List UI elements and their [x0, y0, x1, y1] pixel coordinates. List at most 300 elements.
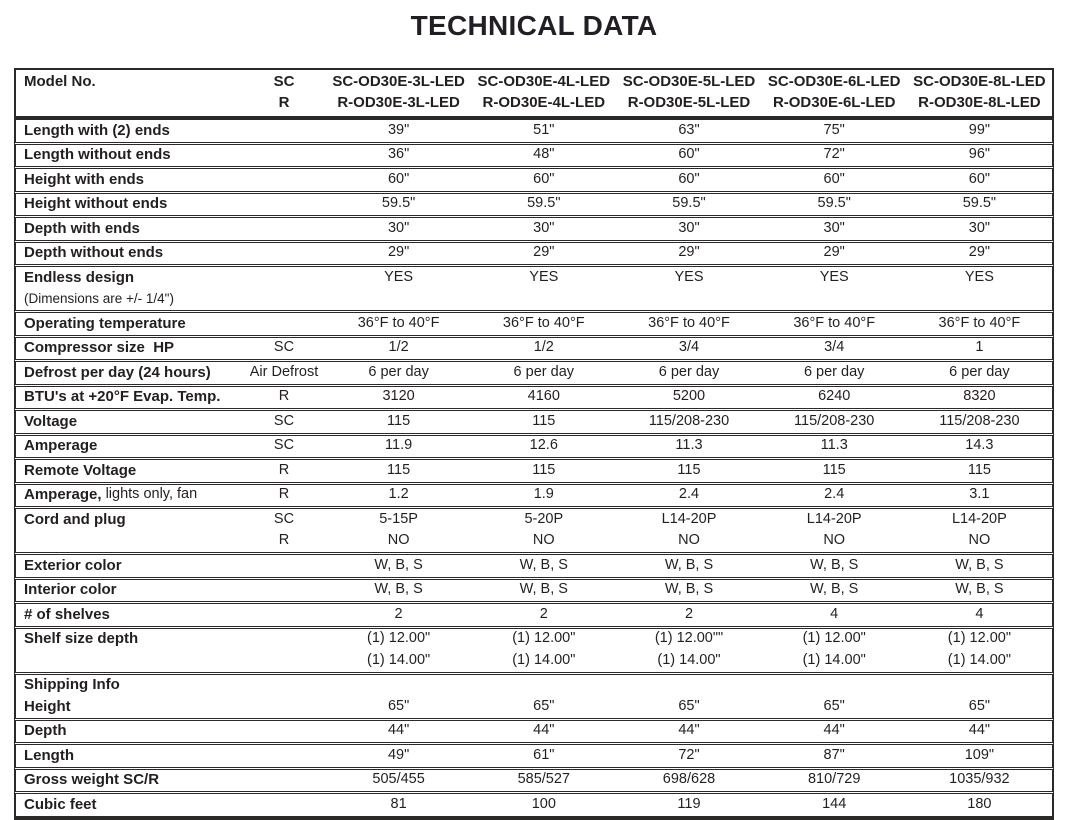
cell-text: SC-OD30E-4L-LED — [477, 73, 611, 91]
cell-text: R-OD30E-6L-LED — [772, 94, 896, 112]
row-value-cell — [471, 313, 616, 335]
row-value-cell — [326, 745, 471, 767]
cell-text: 59.5" — [381, 195, 416, 212]
cell-text: 3/4 — [824, 339, 845, 356]
cell-text: Exterior color — [24, 556, 122, 574]
cell-text: R-OD30E-8L-LED — [918, 94, 1041, 112]
row-value-cell — [471, 580, 616, 602]
cell-text: 75" — [823, 121, 845, 138]
row-value-cell — [907, 338, 1052, 360]
cell-text: 1.9 — [533, 486, 554, 503]
row-value-cell — [616, 721, 761, 743]
cell-text: SC — [273, 437, 295, 454]
cell-text: 36°F to 40°F — [648, 314, 730, 331]
table-row — [15, 720, 1053, 744]
row-value-cell — [471, 194, 616, 216]
cell-text: 36°F to 40°F — [357, 314, 440, 331]
row-value-cell — [616, 194, 761, 216]
cell-text: 115/208-230 — [648, 412, 730, 429]
row-value-cell — [471, 770, 616, 792]
cell-text: 60" — [678, 146, 700, 163]
row-scr-cell — [242, 218, 326, 240]
cell-text: W, B, S — [374, 581, 423, 598]
cell-text: 11.9 — [385, 437, 413, 454]
cell-text: 585/527 — [517, 771, 570, 788]
cell-text: W, B, S — [519, 581, 568, 598]
row-value-cell — [762, 194, 907, 216]
row-label — [16, 485, 242, 507]
table-row — [15, 361, 1053, 385]
row-value-cell — [471, 411, 616, 433]
cell-text: (1) 14.00" — [657, 651, 721, 668]
cell-text: 59.5" — [817, 195, 851, 212]
row-value-cell — [616, 218, 761, 240]
cell-text: W, B, S — [374, 556, 423, 573]
cell-text: Model No. — [24, 73, 96, 91]
row-value-cell — [762, 460, 907, 482]
row-value-cell — [907, 313, 1052, 335]
row-value-cell — [762, 721, 907, 743]
cell-text: 115 — [387, 461, 411, 478]
cell-text: 59.5" — [962, 195, 997, 212]
header-model-col-5 — [907, 72, 1052, 114]
cell-text: (1) 12.00" — [947, 630, 1011, 647]
row-label — [16, 745, 242, 767]
cell-text: 44" — [678, 722, 700, 739]
cell-text: 2.4 — [824, 486, 845, 503]
table-row — [15, 554, 1053, 578]
row-label — [16, 555, 242, 577]
row-label — [16, 721, 242, 743]
cell-text: 44" — [968, 722, 991, 739]
row-value-cell — [326, 194, 471, 216]
page — [14, 0, 1054, 820]
row-value-cell — [471, 509, 616, 552]
row-value-cell — [907, 745, 1052, 767]
row-label — [16, 604, 242, 626]
cell-text: 4160 — [527, 388, 560, 405]
row-scr-cell — [242, 313, 326, 335]
cell-text: NO — [678, 532, 700, 549]
cell-text: 44" — [387, 722, 410, 739]
cell-text: YES — [384, 268, 414, 285]
cell-text: 2 — [394, 605, 403, 622]
cell-text: Voltage — [24, 412, 78, 430]
row-scr-cell — [242, 243, 326, 265]
cell-text: 87" — [823, 746, 845, 763]
cell-text: 6240 — [818, 388, 851, 405]
row-scr-cell — [242, 362, 326, 384]
row-value-cell — [326, 145, 471, 167]
row-value-cell — [762, 745, 907, 767]
row-value-cell — [907, 218, 1052, 240]
row-value-cell — [907, 436, 1052, 458]
cell-text: 61" — [533, 746, 555, 763]
row-value-cell — [326, 485, 471, 507]
row-value-cell — [907, 485, 1052, 507]
row-value-cell — [762, 169, 907, 191]
cell-text: 30" — [968, 219, 991, 236]
row-value-cell — [326, 629, 471, 672]
cell-text: 810/729 — [807, 771, 861, 788]
cell-text: W, B, S — [519, 556, 568, 573]
cell-text: W, B, S — [955, 556, 1004, 573]
row-value-cell — [616, 604, 761, 626]
row-value-cell — [616, 629, 761, 672]
row-value-cell — [907, 580, 1052, 602]
table-row — [15, 410, 1053, 434]
row-scr-cell — [242, 120, 326, 142]
row-value-cell — [471, 745, 616, 767]
cell-text: (1) 14.00" — [802, 651, 866, 668]
cell-text: 5-15P — [379, 510, 418, 527]
cell-text: SC-OD30E-6L-LED — [767, 73, 901, 91]
row-value-cell — [907, 120, 1052, 142]
cell-text: 505/455 — [372, 771, 425, 788]
cell-text: (1) 14.00" — [947, 651, 1011, 668]
table-row — [15, 168, 1053, 192]
cell-text: Length with (2) ends — [24, 121, 170, 139]
cell-text: 65" — [678, 697, 700, 714]
row-scr-cell — [242, 338, 326, 360]
row-label — [16, 120, 242, 142]
row-value-cell — [326, 243, 471, 265]
row-value-cell — [471, 243, 616, 265]
cell-text: NO — [823, 532, 846, 549]
cell-text: 29" — [678, 244, 700, 261]
row-value-cell — [616, 362, 761, 384]
cell-text: YES — [964, 268, 994, 285]
table-row — [15, 119, 1053, 143]
row-scr-cell — [242, 411, 326, 433]
row-label — [16, 580, 242, 602]
cell-text: 59.5" — [672, 195, 706, 212]
row-value-cell — [907, 555, 1052, 577]
cell-text: (1) 12.00" — [367, 630, 431, 647]
row-scr-cell — [242, 267, 326, 310]
row-value-cell — [762, 267, 907, 310]
cell-text: 65" — [387, 697, 410, 714]
row-value-cell — [326, 436, 471, 458]
row-value-cell — [762, 411, 907, 433]
row-value-cell — [471, 145, 616, 167]
cell-text: 8320 — [963, 388, 996, 405]
cell-text: 2.4 — [678, 486, 700, 503]
row-label — [16, 243, 242, 265]
cell-text: 81 — [390, 795, 407, 812]
row-value-cell — [907, 629, 1052, 672]
row-label — [16, 411, 242, 433]
row-value-cell — [907, 362, 1052, 384]
cell-text: 144 — [822, 795, 847, 812]
row-value-cell — [326, 411, 471, 433]
row-label — [16, 338, 242, 360]
cell-text: Cubic feet — [24, 795, 97, 813]
table-row — [15, 435, 1053, 459]
row-value-cell — [907, 145, 1052, 167]
row-label — [16, 267, 242, 310]
cell-text: Remote Voltage — [24, 461, 137, 479]
cell-text: 4 — [830, 605, 839, 622]
row-label — [16, 460, 242, 482]
cell-text: # of shelves — [24, 605, 110, 623]
header-model-col-2 — [471, 72, 616, 114]
cell-text: 115 — [532, 412, 556, 429]
cell-text: 3120 — [382, 388, 415, 405]
cell-text: (1) 14.00" — [367, 651, 431, 668]
row-label — [16, 194, 242, 216]
header-scr-cell — [242, 72, 326, 114]
row-value-cell — [471, 120, 616, 142]
cell-text: 36°F to 40°F — [793, 314, 876, 331]
cell-text: 12.6 — [529, 437, 558, 454]
table-row — [15, 603, 1053, 627]
row-scr-cell — [242, 169, 326, 191]
row-value-cell — [616, 338, 761, 360]
row-label — [16, 145, 242, 167]
cell-text: Cord and plug — [24, 510, 126, 528]
row-scr-cell — [242, 675, 326, 718]
row-value-cell — [907, 169, 1052, 191]
row-scr-cell — [242, 745, 326, 767]
row-scr-cell — [242, 509, 326, 552]
cell-text: Gross weight SC/R — [24, 771, 160, 788]
header-model-col-1 — [326, 72, 471, 114]
row-value-cell — [471, 794, 616, 816]
cell-text: 1/2 — [533, 339, 554, 356]
cell-text: 96" — [968, 146, 991, 163]
cell-text: 99" — [968, 121, 991, 138]
row-label — [16, 387, 242, 409]
cell-text: SC — [273, 510, 295, 527]
row-scr-cell — [242, 387, 326, 409]
row-label — [16, 629, 242, 672]
cell-text: Height with ends — [24, 170, 144, 188]
row-value-cell — [471, 338, 616, 360]
row-label — [16, 794, 242, 816]
row-value-cell — [326, 770, 471, 792]
row-value-cell — [616, 436, 761, 458]
table-row — [15, 242, 1053, 266]
cell-text: 65" — [968, 697, 991, 714]
cell-text: 60" — [533, 170, 555, 187]
table-row — [15, 579, 1053, 603]
cell-text: 14.3 — [965, 437, 994, 454]
row-scr-cell — [242, 485, 326, 507]
row-value-cell — [616, 145, 761, 167]
row-value-cell — [326, 794, 471, 816]
row-value-cell — [616, 675, 761, 718]
table-row — [15, 386, 1053, 410]
cell-text: 29" — [533, 244, 555, 261]
cell-text: Height without ends — [24, 195, 168, 212]
cell-text: R — [278, 532, 290, 549]
row-value-cell — [762, 362, 907, 384]
row-value-cell — [616, 485, 761, 507]
row-value-cell — [616, 313, 761, 335]
cell-text: 115 — [532, 461, 556, 478]
row-value-cell — [907, 794, 1052, 816]
cell-text: 1035/932 — [949, 771, 1010, 788]
cell-text: 48" — [533, 146, 555, 163]
cell-text: 59.5" — [527, 195, 561, 212]
row-value-cell — [907, 411, 1052, 433]
cell-text: (1) 12.00"" — [654, 630, 724, 647]
row-label — [16, 218, 242, 240]
table-row — [15, 674, 1053, 719]
cell-text: 29" — [387, 244, 410, 261]
row-value-cell — [326, 267, 471, 310]
cell-text: 115 — [387, 412, 411, 429]
row-value-cell — [616, 794, 761, 816]
cell-text: Shipping Info — [24, 676, 120, 693]
cell-text: 60" — [678, 170, 700, 187]
cell-text: 44" — [823, 722, 845, 739]
cell-text: YES — [819, 268, 849, 285]
cell-text: Endless design — [24, 268, 135, 286]
cell-text: 60" — [387, 170, 410, 187]
cell-text: L14-20P — [951, 510, 1007, 527]
row-value-cell — [326, 555, 471, 577]
row-value-cell — [471, 555, 616, 577]
cell-text: 4 — [975, 605, 984, 622]
row-value-cell — [616, 745, 761, 767]
row-value-cell — [907, 675, 1052, 718]
row-label — [16, 313, 242, 335]
cell-text: 3/4 — [678, 339, 700, 356]
row-value-cell — [762, 555, 907, 577]
row-value-cell — [326, 721, 471, 743]
table-row — [15, 217, 1053, 241]
cell-text: R — [278, 461, 290, 478]
cell-text: YES — [529, 268, 559, 285]
row-value-cell — [471, 721, 616, 743]
cell-text: 115/208-230 — [794, 412, 875, 429]
cell-text: Interior color — [24, 581, 117, 598]
cell-text: R — [278, 486, 290, 503]
row-value-cell — [326, 675, 471, 718]
cell-text: (1) 12.00" — [512, 630, 576, 647]
row-value-cell — [907, 460, 1052, 482]
row-value-cell — [907, 604, 1052, 626]
row-value-cell — [762, 485, 907, 507]
cell-text: Shelf size depth — [24, 630, 139, 647]
cell-text: 49" — [387, 746, 410, 763]
row-value-cell — [471, 629, 616, 672]
row-value-cell — [471, 460, 616, 482]
cell-text: SC — [273, 339, 295, 356]
row-value-cell — [326, 580, 471, 602]
row-value-cell — [616, 243, 761, 265]
row-value-cell — [326, 362, 471, 384]
row-value-cell — [762, 580, 907, 602]
row-value-cell — [616, 411, 761, 433]
row-scr-cell — [242, 194, 326, 216]
row-label — [16, 169, 242, 191]
cell-text: 63" — [678, 121, 700, 138]
row-value-cell — [907, 194, 1052, 216]
cell-text: Operating temperature — [24, 314, 186, 332]
cell-text: W, B, S — [810, 556, 859, 573]
header-model-no-label — [16, 72, 242, 114]
row-value-cell — [762, 675, 907, 718]
header-model-col-3 — [616, 72, 761, 114]
cell-text: Depth with ends — [24, 219, 140, 237]
row-value-cell — [907, 721, 1052, 743]
cell-text: 6 per day — [658, 363, 720, 380]
cell-text: 115 — [967, 461, 991, 478]
cell-text: 30" — [823, 219, 845, 236]
cell-text: SC-OD30E-3L-LED — [332, 73, 465, 91]
row-value-cell — [326, 509, 471, 552]
cell-text: 29" — [823, 244, 845, 261]
cell-text: 1.2 — [388, 486, 409, 503]
cell-text: 51" — [533, 121, 555, 138]
cell-text: NO — [387, 532, 410, 549]
cell-text: 6 per day — [368, 363, 429, 380]
cell-text: 65" — [823, 697, 845, 714]
cell-text: 6 per day — [513, 363, 575, 380]
row-scr-cell — [242, 145, 326, 167]
row-value-cell — [616, 460, 761, 482]
row-scr-cell — [242, 721, 326, 743]
cell-text: 39" — [387, 121, 410, 138]
row-value-cell — [471, 169, 616, 191]
cell-text: 11.3 — [820, 437, 848, 454]
row-scr-cell — [242, 555, 326, 577]
row-value-cell — [762, 145, 907, 167]
cell-text: YES — [674, 268, 704, 285]
table-row — [15, 628, 1053, 673]
row-value-cell — [616, 580, 761, 602]
table-row — [15, 744, 1053, 768]
row-value-cell — [471, 485, 616, 507]
cell-text: R-OD30E-4L-LED — [482, 94, 606, 112]
table-row — [15, 508, 1053, 553]
row-value-cell — [326, 460, 471, 482]
cell-text: W, B, S — [664, 581, 714, 598]
cell-text: 100 — [531, 795, 556, 812]
row-value-cell — [471, 604, 616, 626]
cell-text: R-OD30E-3L-LED — [337, 94, 460, 112]
row-value-cell — [762, 770, 907, 792]
cell-text: SC — [273, 73, 295, 91]
row-value-cell — [616, 120, 761, 142]
table-row — [15, 266, 1053, 311]
cell-text: Amperage, — [24, 486, 102, 503]
technical-data-table — [14, 68, 1054, 820]
cell-text: 29" — [968, 244, 991, 261]
row-value-cell — [326, 338, 471, 360]
cell-text: 698/628 — [662, 771, 716, 788]
cell-text: Air Defrost — [249, 363, 319, 380]
page-title: TECHNICAL DATA — [410, 10, 658, 41]
row-scr-cell — [242, 460, 326, 482]
row-value-cell — [762, 509, 907, 552]
row-value-cell — [762, 629, 907, 672]
row-value-cell — [616, 267, 761, 310]
cell-text: R-OD30E-5L-LED — [627, 94, 751, 112]
row-label — [16, 770, 242, 792]
cell-text: 44" — [533, 722, 555, 739]
row-value-cell — [326, 169, 471, 191]
row-scr-cell — [242, 770, 326, 792]
cell-text: NO — [968, 532, 991, 549]
row-value-cell — [326, 387, 471, 409]
row-value-cell — [326, 218, 471, 240]
row-value-cell — [471, 387, 616, 409]
cell-text: Length without ends — [24, 146, 171, 163]
